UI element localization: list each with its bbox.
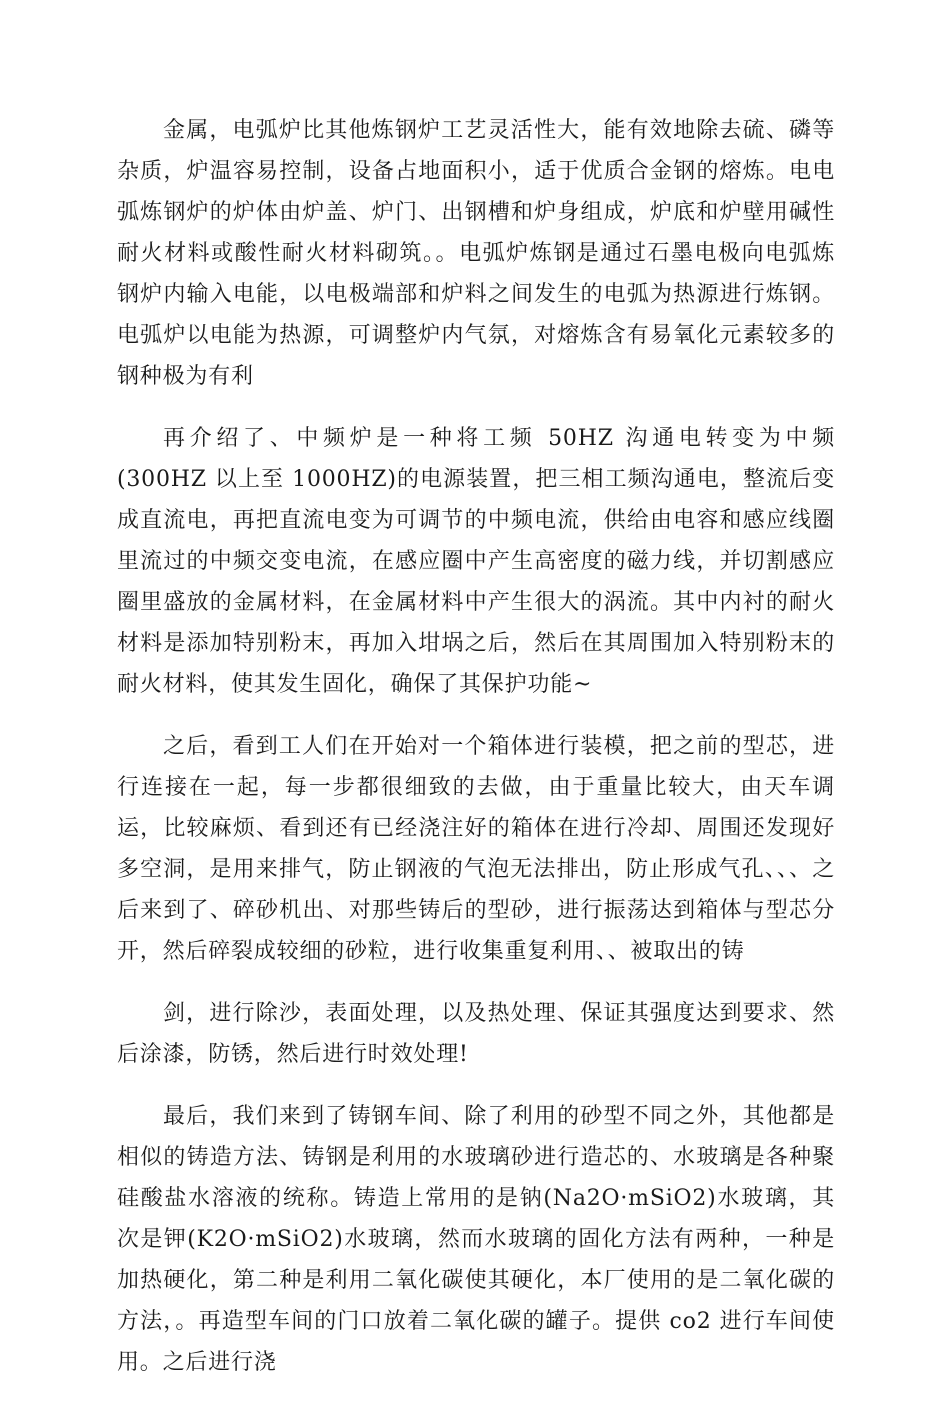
- paragraph-electric-arc-furnace: 金属，电弧炉比其他炼钢炉工艺灵活性大，能有效地除去硫、磷等杂质，炉温容易控制，设备占地面积小，适于优质合金钢的熔炼。电电弧炼钢炉的炉体由炉盖、炉门、出钢槽和炉身组成，炉底和炉壁用碱性耐火材料或酸性耐火材料砌筑。。电弧炉炼钢是通过石墨电极向电弧炼钢炉内输入电能，以电极端部和炉料之间发生的电弧为热源进行炼钢。电弧炉以电能为热源，可调整炉内气氛，对熔炼含有易氧化元素较多的钢种极为有利: [117, 118, 835, 389]
- paragraph-cast-steel-workshop: 最后，我们来到了铸钢车间、除了利用的砂型不同之外，其他都是相似的铸造方法、铸钢是利用的水玻璃砂进行造芯的、水玻璃是各种聚硅酸盐水溶液的统称。铸造上常用的是钠(Na2O·mSiO2)水玻璃，其次是钾(K2O·mSiO2)水玻璃，然而水玻璃的固化方法有两种，一种是加热硬化，第二种是利用二氧化碳使其硬化，本厂使用的是二氧化碳的方法，。再造型车间的门口放着二氧化碳的罐子。提供 co2 进行车间使用。之后进行浇: [117, 1104, 835, 1375]
- paragraph-molding-and-shakeout: 之后，看到工人们在开始对一个箱体进行装模，把之前的型芯，进行连接在一起，每一步都很细致的去做，由于重量比较大，由天车调运，比较麻烦、看到还有已经浇注好的箱体在进行冷却、周围还发现好多空洞，是用来排气，防止钢液的气泡无法排出，防止形成气孔、、、之后来到了、碎砂机出、对那些铸后的型砂，进行振荡达到箱体与型芯分开，然后碎裂成较细的砂粒，进行收集重复利用、、被取出的铸: [117, 734, 835, 964]
- paragraph-finishing: 剑，进行除沙，表面处理，以及热处理、保证其强度达到要求、然后涂漆，防锈，然后进行时效处理!: [117, 1001, 835, 1067]
- paragraph-medium-frequency-furnace: 再介绍了、中频炉是一种将工频 50HZ 沟通电转变为中频(300HZ 以上至 1000HZ)的电源装置，把三相工频沟通电，整流后变成直流电，再把直流电变为可调节的中频电流，供给由电容和感应线圈里流过的中频交变电流，在感应圈中产生高密度的磁力线，并切割感应圈里盛放的金属材料，在金属材料中产生很大的涡流。其中内衬的耐火材料是添加特别粉末，再加入坩埚之后，然后在其周围加入特别粉末的耐火材料，使其发生固化，确保了其保护功能~: [117, 426, 835, 697]
- document-body: [117, 110, 835, 1404]
